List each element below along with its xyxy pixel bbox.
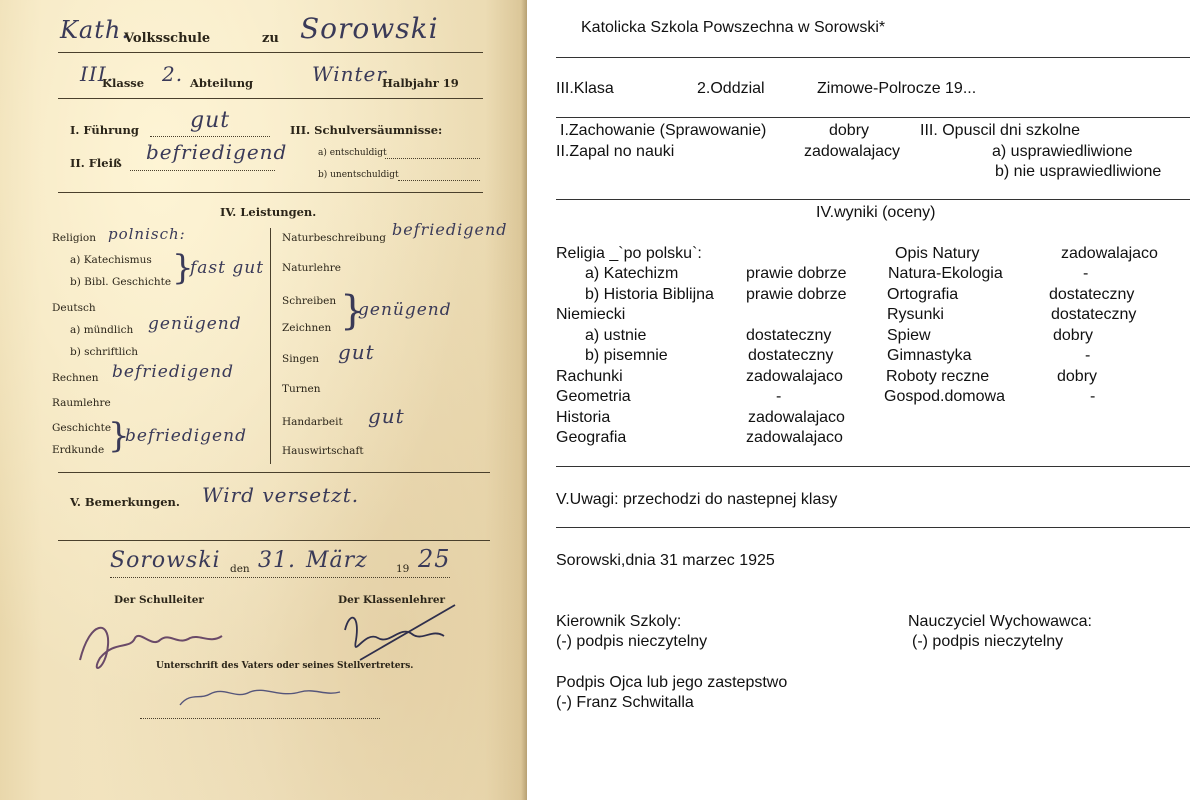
abteilung-label: Abteilung [190, 76, 254, 90]
oddzial: 2.Oddzial [697, 80, 765, 97]
left-subject-2: b) Historia Biblijna [585, 286, 714, 303]
year-suffix: 25 [418, 545, 451, 573]
handarbeit-grade: gut [368, 404, 405, 428]
footer-month: März [306, 548, 368, 573]
zapal-grade: zadowalajacy [804, 143, 901, 160]
right-subject-0: Opis Natury [895, 245, 980, 262]
bibel-label: b) Bibl. Geschichte [70, 276, 172, 288]
place-handwriting: Sorowski [300, 12, 439, 45]
ojciec-label: Podpis Ojca lub jego zastepstwo [556, 674, 788, 691]
absences-title: III. Schulversäumnisse: [290, 123, 443, 137]
klasse-label: Klasse [102, 76, 145, 90]
nauczyciel-signature: (-) podpis nieczytelny [912, 633, 1064, 650]
left-grade-5: dostateczny [748, 347, 834, 364]
right-grade-2: dostateczny [1049, 286, 1135, 303]
left-grade-1: prawie dobrze [746, 265, 847, 282]
religion-grade: fast gut [190, 258, 265, 278]
fuehrung-grade: gut [190, 108, 231, 133]
muendlich-grade: genügend [148, 314, 242, 334]
left-subject-1: a) Katechizm [585, 265, 679, 282]
klassenlehrer-label: Der Klassenlehrer [338, 594, 446, 606]
rule [398, 180, 480, 181]
nieusprawiedliwione: b) nie usprawiedliwione [995, 163, 1162, 180]
left-subject-4: a) ustnie [585, 327, 647, 344]
left-subject-0: Religia _`po polsku`: [556, 245, 702, 262]
rule [270, 228, 271, 464]
left-subject-6: Rachunki [556, 368, 623, 385]
rule [110, 577, 450, 578]
translation-date: Sorowski,dnia 31 marzec 1925 [556, 552, 775, 569]
right-subject-2: Ortografia [887, 286, 959, 303]
zachowanie: I.Zachowanie (Sprawowanie) [560, 122, 767, 139]
rule [556, 57, 1190, 58]
polrocze: Zimowe-Polrocze 19... [817, 80, 977, 97]
school-type-label: Volksschule [124, 31, 211, 46]
left-grade-6: zadowalajaco [746, 368, 843, 385]
left-grade-9: zadowalajaco [746, 429, 843, 446]
rule [556, 117, 1190, 118]
schreiben-grade: genügend [358, 300, 452, 320]
translation-title: Katolicka Szkola Powszechna w Sorowski* [581, 19, 886, 36]
right-grade-0: zadowalajaco [1061, 245, 1158, 262]
rule [58, 98, 483, 99]
religion-note: polnisch: [108, 225, 186, 243]
right-grade-3: dostateczny [1051, 306, 1137, 323]
right-subject-1: Natura-Ekologia [888, 265, 1003, 282]
opuscil: III. Opuscil dni szkolne [920, 122, 1081, 139]
natur-grade: befriedigend [392, 220, 508, 239]
zu-label: zu [262, 31, 279, 46]
ojciec-signature: (-) Franz Schwitalla [556, 694, 694, 711]
rule [385, 158, 480, 159]
rule [556, 466, 1190, 467]
semester-handwriting: Winter [312, 62, 387, 86]
brace-symbol: } [108, 416, 130, 456]
handarbeit-label: Handarbeit [282, 416, 343, 428]
right-subject-4: Spiew [887, 327, 931, 344]
footer-day: 31. [258, 548, 296, 573]
father-signature-label: Unterschrift des Vaters oder seines Stellvertreters. [156, 661, 414, 671]
turnen-label: Turnen [282, 383, 321, 395]
rule [58, 540, 490, 541]
schulleiter-label: Der Schulleiter [114, 594, 204, 606]
hauswirtschaft-label: Hauswirtschaft [282, 445, 364, 457]
remarks-value: Wird versetzt. [202, 483, 360, 507]
polish-translation [527, 0, 1193, 800]
kierownik-label: Kierownik Szkoly: [556, 613, 682, 630]
abteilung-number: 2. [162, 62, 184, 86]
naturlehre-label: Naturlehre [282, 262, 342, 274]
singen-label: Singen [282, 353, 320, 365]
brace-symbol: } [172, 248, 194, 288]
den-label: den [230, 563, 250, 575]
right-grade-6: dobry [1057, 368, 1098, 385]
year-prefix: 19 [396, 563, 410, 575]
usprawiedliwione: a) usprawiedliwione [992, 143, 1133, 160]
left-subject-9: Geografia [556, 429, 627, 446]
rule [140, 718, 380, 719]
raumlehre-label: Raumlehre [52, 397, 111, 409]
zachowanie-grade: dobry [829, 122, 870, 139]
deutsch-label: Deutsch [52, 302, 96, 314]
left-grade-8: zadowalajaco [748, 409, 845, 426]
left-subject-3: Niemiecki [556, 306, 626, 323]
zapal: II.Zapal no nauki [556, 143, 675, 160]
excused-label: a) entschuldigt [318, 148, 387, 158]
right-grade-5: - [1085, 347, 1091, 364]
footer-place: Sorowski [110, 548, 221, 573]
klasse-number: III. [80, 62, 115, 86]
rule [58, 192, 483, 193]
schreiben-label: Schreiben [282, 295, 337, 307]
unexcused-label: b) unentschuldigt [318, 170, 399, 180]
katechismus-label: a) Katechismus [70, 254, 152, 266]
halbjahr-label: Halbjahr 19 [382, 76, 459, 90]
zeichnen-label: Zeichnen [282, 322, 332, 334]
right-subject-3: Rysunki [887, 306, 944, 323]
scanned-report-card [0, 0, 527, 800]
geschichte-grade: befriedigend [125, 426, 247, 446]
rule [58, 472, 490, 473]
uwagi: V.Uwagi: przechodzi do nastepnej klasy [556, 491, 838, 508]
left-grade-7: - [776, 388, 782, 405]
rechnen-label: Rechnen [52, 372, 99, 384]
left-subject-7: Geometria [556, 388, 631, 405]
rule [556, 199, 1190, 200]
geschichte-label: Geschichte [52, 422, 112, 434]
fleiss-grade: befriedigend [146, 140, 288, 164]
rule [58, 52, 483, 53]
kath-handwriting: Kath. [60, 16, 130, 44]
left-subject-5: b) pisemnie [585, 347, 668, 364]
singen-grade: gut [338, 340, 375, 364]
signatures-svg [60, 600, 480, 720]
kierownik-signature: (-) podpis nieczytelny [556, 633, 708, 650]
fuehrung-label: I. Führung [70, 123, 139, 137]
fleiss-label: II. Fleiß [70, 156, 122, 170]
left-grade-4: dostateczny [746, 327, 832, 344]
right-grade-1: - [1083, 265, 1089, 282]
brace-symbol: } [340, 288, 366, 334]
klasa: III.Klasa [556, 80, 614, 97]
right-subject-7: Gospod.domowa [884, 388, 1005, 405]
wyniki-title: IV.wyniki (oceny) [816, 204, 936, 221]
grades-title: IV. Leistungen. [220, 205, 317, 219]
erdkunde-label: Erdkunde [52, 444, 105, 456]
right-grade-7: - [1090, 388, 1096, 405]
left-grade-2: prawie dobrze [746, 286, 847, 303]
right-grade-4: dobry [1053, 327, 1094, 344]
right-subject-5: Gimnastyka [887, 347, 972, 364]
left-subject-8: Historia [556, 409, 611, 426]
rule [130, 170, 275, 171]
remarks-label: V. Bemerkungen. [70, 495, 180, 509]
father-signature-icon [180, 690, 340, 705]
nauczyciel-label: Nauczyciel Wychowawca: [908, 613, 1092, 630]
rechnen-grade: befriedigend [112, 362, 234, 382]
rule [150, 136, 270, 137]
religion-label: Religion [52, 232, 96, 244]
schriftlich-label: b) schriftlich [70, 346, 139, 358]
muendlich-label: a) mündlich [70, 324, 134, 336]
natur-label: Naturbeschreibung [282, 232, 386, 244]
klassenlehrer-signature-icon [345, 605, 455, 660]
right-subject-6: Roboty reczne [886, 368, 990, 385]
rule [556, 527, 1190, 528]
